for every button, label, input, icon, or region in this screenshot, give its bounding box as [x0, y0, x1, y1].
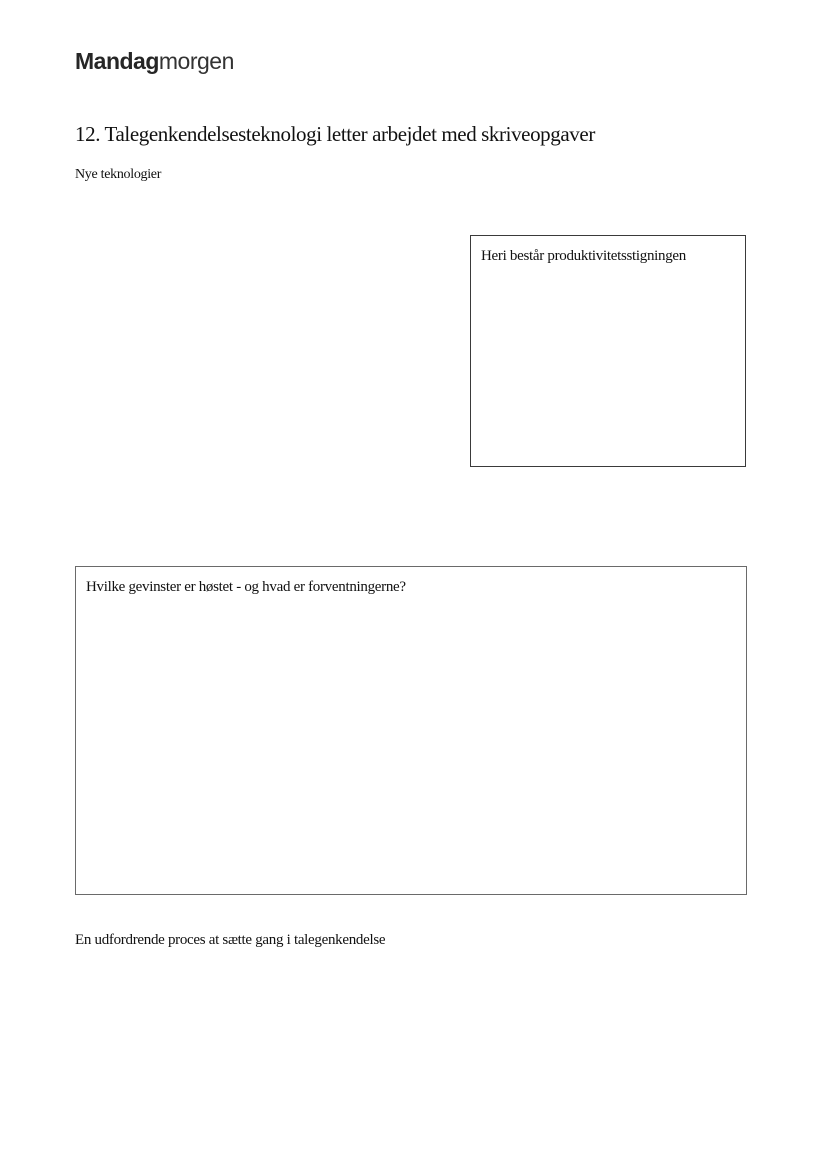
gains-box-heading: Hvilke gevinster er høstet - og hvad er forventningerne? — [86, 579, 406, 595]
page-title: 12. Talegenkendelsesteknologi letter arbejdet med skriveopgaver — [75, 122, 595, 146]
process-section-heading: En udfordrende proces at sætte gang i talegenkendelse — [75, 932, 386, 948]
logo-bold-part: Mandag — [75, 48, 159, 74]
productivity-box — [470, 235, 746, 467]
gains-box — [75, 566, 747, 895]
page-subtitle: Nye teknologier — [75, 167, 162, 182]
publication-logo — [75, 46, 234, 76]
productivity-box-heading: Heri består produktivitetsstigningen — [481, 248, 686, 264]
logo-light-part: morgen — [158, 48, 234, 74]
